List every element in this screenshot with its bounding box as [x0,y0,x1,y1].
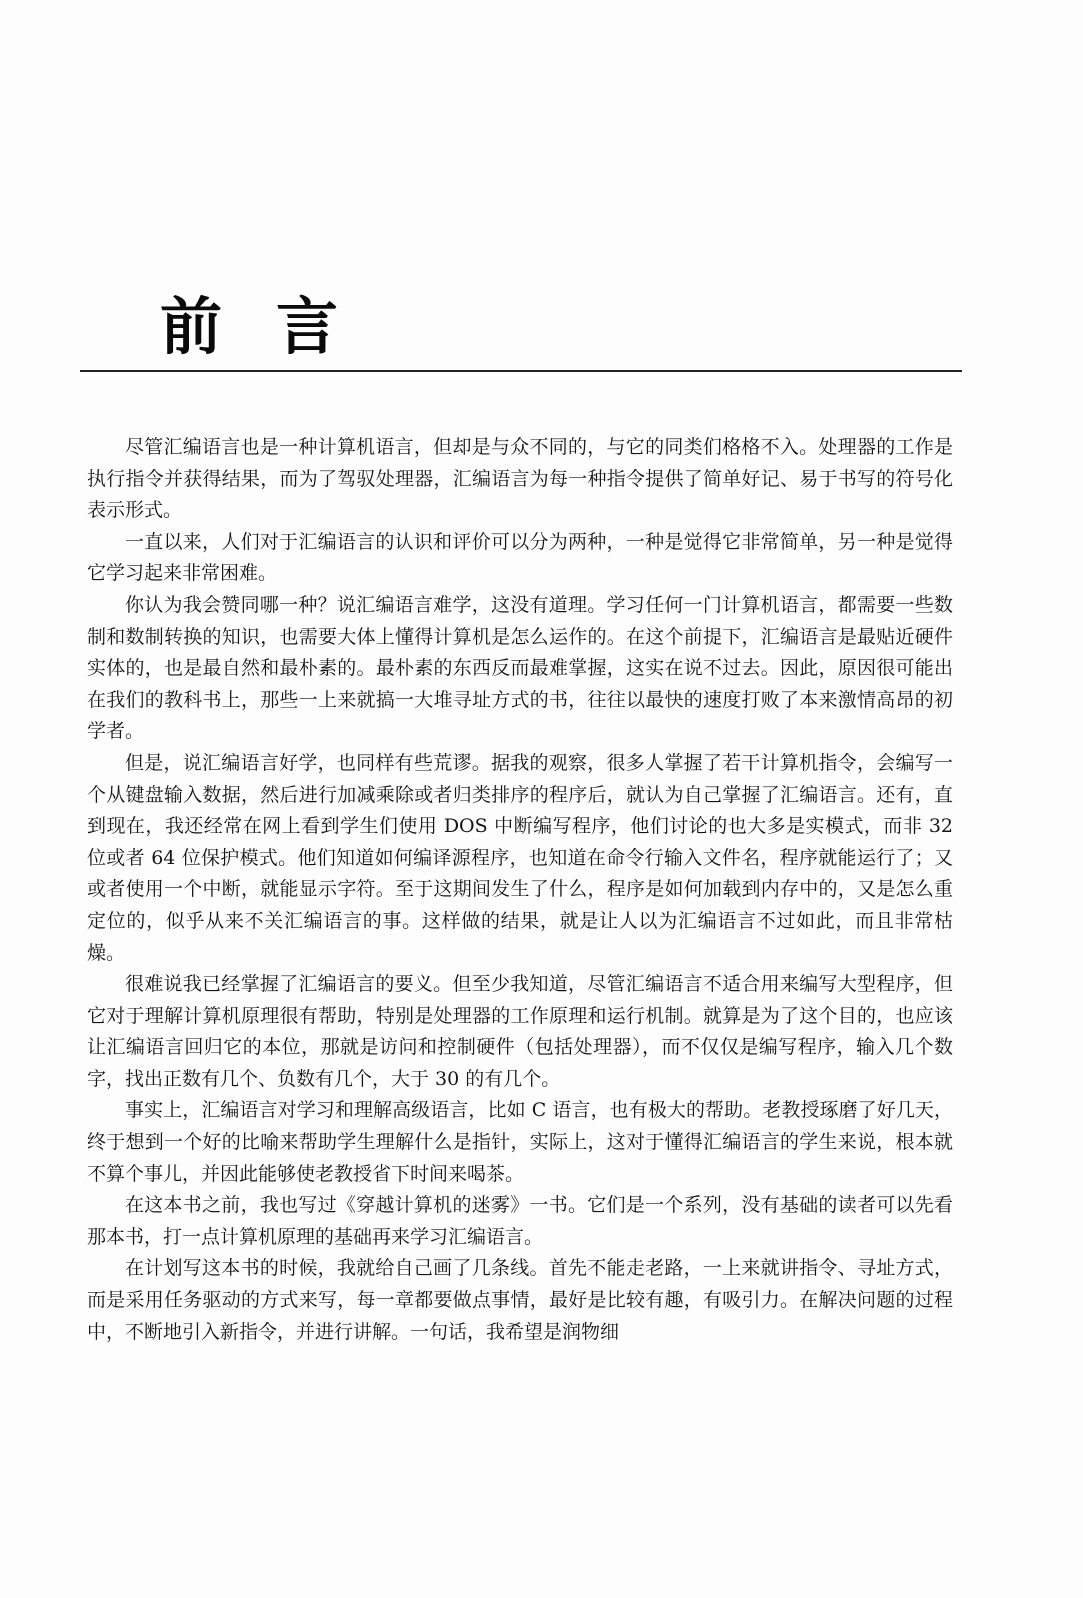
paragraph: 在这本书之前，我也写过《穿越计算机的迷雾》一书。它们是一个系列，没有基础的读者可以先看那本书，打一点计算机原理的基础再来学习汇编语言。 [87,1194,953,1248]
paragraph: 在计划写这本书的时候，我就给自己画了几条线。首先不能走老路，一上来就讲指令、寻址方式，而是采用任务驱动的方式来写，每一章都要做点事情，最好是比较有趣，有吸引力。在解决问题的过程中，不断地引入新指令，并进行讲解。一句话，我希望是润物细 [87,1257,953,1343]
paragraph: 尽管汇编语言也是一种计算机语言，但却是与众不同的，与它的同类们格格不入。处理器的工作是执行指令并获得结果，而为了驾驭处理器，汇编语言为每一种指令提供了简单好记、易于书写的符号化表示形式。 [87,436,953,522]
title-divider [80,370,962,372]
paragraph: 但是，说汇编语言好学，也同样有些荒谬。据我的观察，很多人掌握了若干计算机指令，会编写一个从键盘输入数据，然后进行加减乘除或者归类排序的程序后，就认为自己掌握了汇编语言。还有，直到现在，我还经常在网上看到学生们使用 DOS 中断编写程序，他们讨论的也大多是实模式，而非 32 位或者 64 位保护模式。他们知道如何编译源程序，也知道在命令行输入文件名，程序就能运行了；又或者使用一个中断，就能显示字符。至于这期间发生了什么，程序是如何加载到内存中的，又是怎么重定位的，似乎从来不关汇编语言的事。这样做的结果，就是让人以为汇编语言不过如此，而且非常枯燥。 [87,751,953,964]
preface-body [87,432,953,1348]
paragraph: 你认为我会赞同哪一种？说汇编语言难学，这没有道理。学习任何一门计算机语言，都需要一些数制和数制转换的知识，也需要大体上懂得计算机是怎么运作的。在这个前提下，汇编语言是最贴近硬件实体的，也是最自然和最朴素的。最朴素的东西反而最难掌握，这实在说不过去。因此，原因很可能出在我们的教科书上，那些一上来就搞一大堆寻址方式的书，往往以最快的速度打败了本来激情高昂的初学者。 [87,593,953,743]
paragraph: 很难说我已经掌握了汇编语言的要义。但至少我知道，尽管汇编语言不适合用来编写大型程序，但它对于理解计算机原理很有帮助，特别是处理器的工作原理和运行机制。就算是为了这个目的，也应该让汇编语言回归它的本位，那就是访问和控制硬件（包括处理器），而不仅仅是编写程序，输入几个数字，找出正数有几个、负数有几个，大于 30 的有几个。 [87,973,953,1090]
paragraph: 事实上，汇编语言对学习和理解高级语言，比如 C 语言，也有极大的帮助。老教授琢磨了好几天，终于想到一个好的比喻来帮助学生理解什么是指针，实际上，这对于懂得汇编语言的学生来说，根本就不算个事儿，并因此能够使老教授省下时间来喝茶。 [87,1099,953,1185]
paragraph: 一直以来，人们对于汇编语言的认识和评价可以分为两种，一种是觉得它非常简单，另一种是觉得它学习起来非常困难。 [87,530,953,585]
chapter-title: 前言 [160,290,393,363]
